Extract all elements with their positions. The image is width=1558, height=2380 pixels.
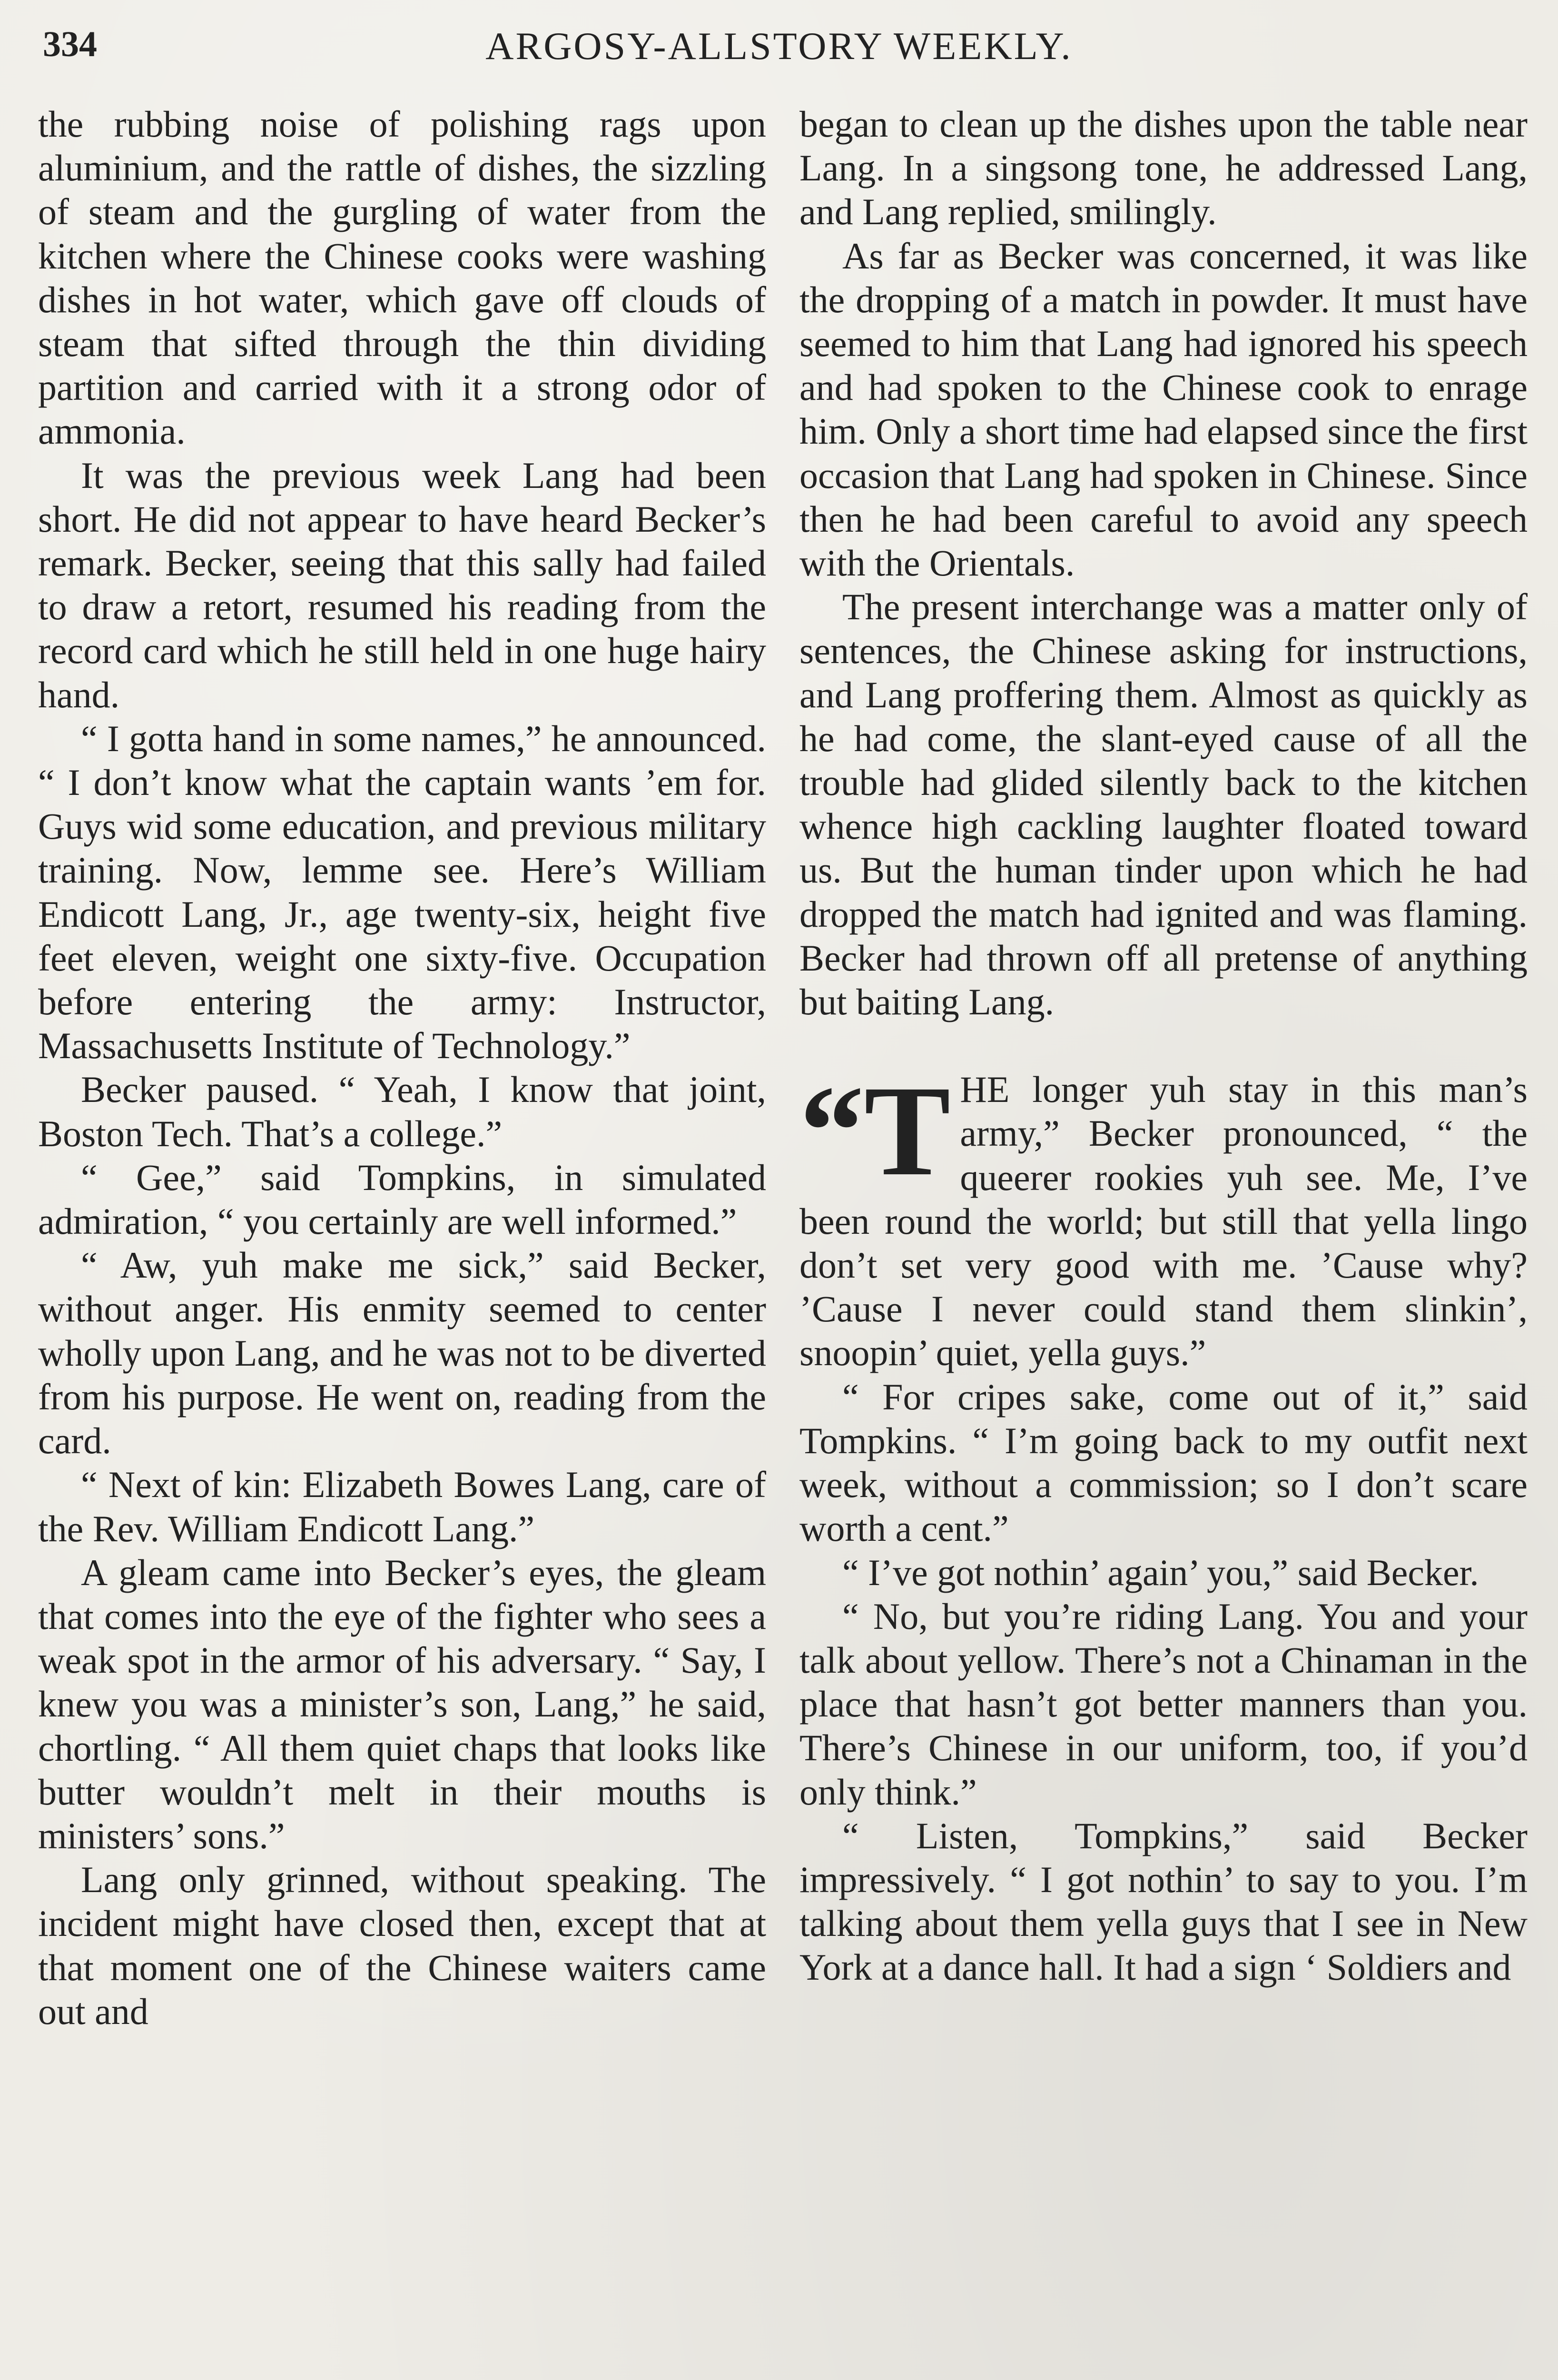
- left-column: [38, 102, 766, 2033]
- paragraph: “ I’ve got nothin’ again’ you,” said Becker.: [842, 1551, 1479, 1593]
- paragraph: Lang only grinned, without speaking. The incident might have closed then, except that at that moment one of the Chinese waiters came out and: [38, 1859, 766, 2032]
- paragraph: “ I gotta hand in some names,” he announced. “ I don’t know what the captain wants ’em for. Guys wid some education, and previous military training. Now, lemme see. Here’s William Endicott Lang, Jr., age twenty-six, height five feet eleven, weight one sixty-five. Occupation before entering the army: Instructor, Massachusetts Institute of Technology.”: [38, 717, 766, 1067]
- paragraph: It was the previous week Lang had been short. He did not appear to have heard Becker’s remark. Becker, seeing that this sally had failed to draw a retort, resumed his reading from the record card which he still held in one huge hairy hand.: [38, 454, 766, 715]
- paragraph: “ No, but you’re riding Lang. You and your talk about yellow. There’s not a Chinaman in the place that hasn’t got better manners than you. There’s Chinese in our uniform, too, if you’d only think.”: [799, 1595, 1528, 1813]
- paragraph: As far as Becker was concerned, it was like the dropping of a match in powder. It must have seemed to him that Lang had ignored his speech and had spoken to the Chinese cook to enrage him. Only a short time had elapsed since the first occasion that Lang had spoken in Chinese. Since then he had been careful to avoid any speech with the Orientals.: [799, 235, 1528, 584]
- page-header: [43, 24, 1515, 76]
- paragraph: A gleam came into Becker’s eyes, the gleam that comes into the eye of the fighter who sees a weak spot in the armor of his adversary. “ Say, I knew you was a minister’s son, Lang,” he said, chortling. “ All them quiet chaps that looks like butter wouldn’t melt in their mouths is ministers’ sons.”: [38, 1551, 766, 1856]
- page-number: 334: [43, 24, 97, 64]
- lead-paragraph-text: HE longer yuh stay in this man’s army,” Becker pronounced, “ the queerer rookies yuh see. Me, I’ve been round the world; but still that yella lingo don’t set very good with me. ’Cause why? ’Cause I never could stand them slinkin’, snoopin’ quiet, yella guys.”: [799, 1069, 1528, 1374]
- section-lead-paragraph: [799, 1059, 1528, 1375]
- running-head: ARGOSY-ALLSTORY WEEKLY.: [485, 24, 1073, 68]
- paragraph: “ For cripes sake, come out of it,” said Tompkins. “ I’m going back to my outfit next week, without a commission; so I don’t scare worth a cent.”: [799, 1376, 1528, 1549]
- paragraph: “ Aw, yuh make me sick,” said Becker, without anger. His enmity seemed to center wholly upon Lang, and he was not to be diverted from his purpose. He went on, reading from the card.: [38, 1244, 766, 1462]
- paragraph: “ Gee,” said Tompkins, in simulated admiration, “ you certainly are well informed.”: [38, 1156, 766, 1242]
- right-column: [799, 102, 1528, 1990]
- drop-cap-letter: T: [864, 1059, 951, 1203]
- paragraph: The present interchange was a matter only of sentences, the Chinese asking for instructions, and Lang proffering them. Almost as quickly as he had come, the slant-eyed cause of all the trouble had glided silently back to the kitchen whence high cackling laughter floated toward us. But the human tinder upon which he had dropped the match had ignited and was flaming. Becker had thrown off all pretense of anything but baiting Lang.: [799, 586, 1528, 1023]
- drop-cap-quote: “: [799, 1059, 864, 1203]
- drop-cap: [799, 1059, 951, 1203]
- paragraph: Becker paused. “ Yeah, I know that joint, Boston Tech. That’s a college.”: [38, 1069, 766, 1154]
- paragraph: began to clean up the dishes upon the table near Lang. In a singsong tone, he addressed Lang, and Lang replied, smilingly.: [799, 103, 1528, 233]
- paragraph: “ Next of kin: Elizabeth Bowes Lang, care of the Rev. William Endicott Lang.”: [38, 1464, 766, 1549]
- paragraph: the rubbing noise of polishing rags upon aluminium, and the rattle of dishes, the sizzling of steam and the gurgling of water from the kitchen where the Chinese cooks were washing dishes in hot water, which gave off clouds of steam that sifted through the thin dividing partition and carried with it a strong odor of ammonia.: [38, 103, 766, 452]
- paragraph: “ Listen, Tompkins,” said Becker impressively. “ I got nothin’ to say to you. I’m talking about them yella guys that I see in New York at a dance hall. It had a sign ‘ Soldiers and: [799, 1815, 1528, 1988]
